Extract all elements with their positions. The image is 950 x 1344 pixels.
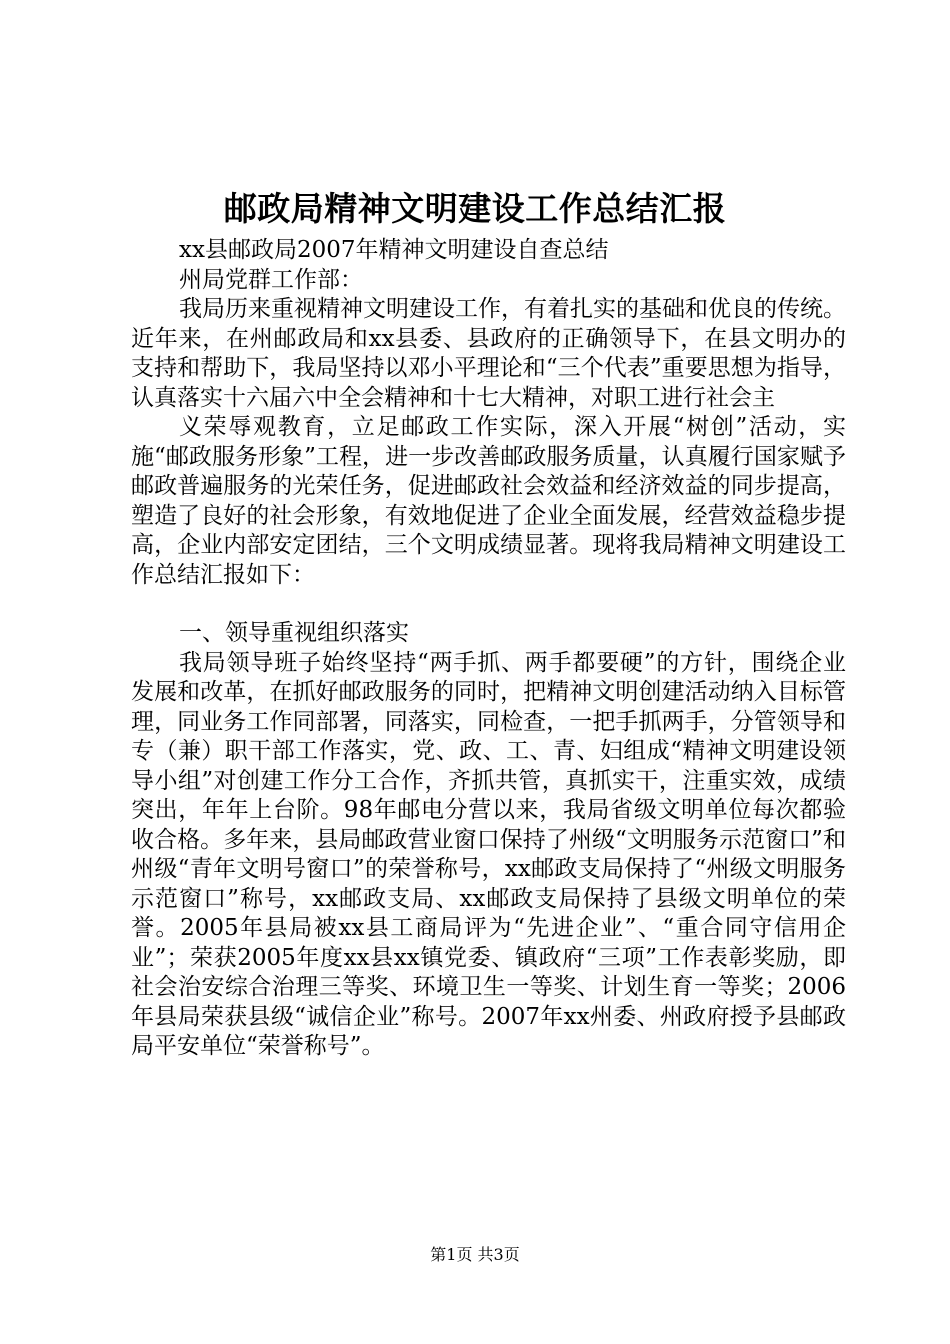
recipient-line: 州局党群工作部：: [179, 266, 363, 293]
paragraph-spacer: [131, 590, 846, 619]
document-subtitle: xx县邮政局2007年精神文明建设自查总结: [179, 237, 609, 263]
intro-paragraph-1: 我局历来重视精神文明建设工作，有着扎实的基础和优良的传统。近年来，在州邮政局和xx县委、县政府的正确领导下，在县文明办的支持和帮助下，我局坚持以邓小平理论和“三个代表”重要思想为指导，认真落实十六届六中全会精神和十七大精神，对职工进行社会主: [131, 296, 846, 411]
document-body: [131, 236, 846, 1062]
section-paragraph: 我局领导班子始终坚持“两手抓、两手都要硬”的方针，围绕企业发展和改革，在抓好邮政服务的同时，把精神文明创建活动纳入目标管理，同业务工作同部署，同落实，同检查，一把手抓两手，分管领导和专（兼）职干部工作落实，党、政、工、青、妇组成“精神文明建设领导小组”对创建工作分工合作，齐抓共管，真抓实干，注重实效，成绩突出，年年上台阶。98年邮电分营以来，我局省级文明单位每次都验收合格。多年来，县局邮政营业窗口保持了州级“文明服务示范窗口”和州级“青年文明号窗口”的荣誉称号，xx邮政支局保持了“州级文明服务示范窗口”称号，xx邮政支局、xx邮政支局保持了县级文明单位的荣誉。2005年县局被xx县工商局评为“先进企业”、“重合同守信用企业”；荣获2005年度xx县xx镇党委、镇政府“三项”工作表彰奖励，即社会治安综合治理三等奖、环境卫生一等奖、计划生育一等奖；2006年县局荣获县级“诚信企业”称号。2007年xx州委、州政府授予县邮政局平安单位“荣誉称号”。: [131, 649, 846, 1059]
intro-paragraph-2: 义荣辱观教育，立足邮政工作实际，深入开展“树创”活动，实施“邮政服务形象”工程，进一步改善邮政服务质量，认真履行国家赋予邮政普遍服务的光荣任务，促进邮政社会效益和经济效益的同步提高，塑造了良好的社会形象，有效地促进了企业全面发展，经营效益稳步提高，企业内部安定团结，三个文明成绩显著。现将我局精神文明建设工作总结汇报如下：: [131, 414, 846, 588]
section-heading: 一、领导重视组织落实: [179, 620, 409, 646]
document-title: 邮政局精神文明建设工作总结汇报: [223, 189, 727, 228]
page-footer: 第1页 共3页: [430, 1245, 520, 1264]
